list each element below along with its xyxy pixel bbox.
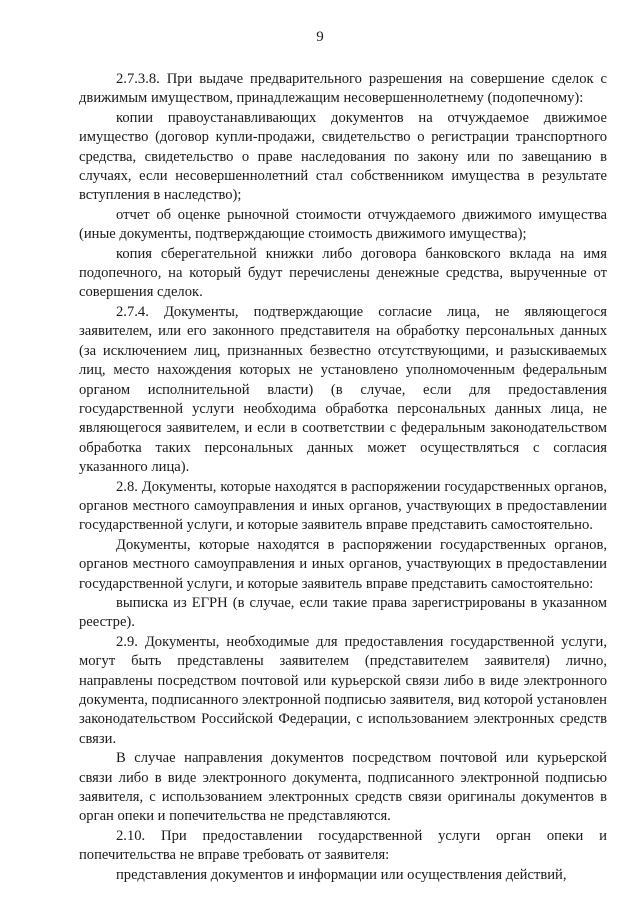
paragraph-title-documents-copies: копии правоустанавливающих документов на отчуждаемое движимое имущество (договор купли-продажи, свидетельство о регистрации транспортного средства, свидетельство о праве наследования по закону или по завещанию в случаях, если несовершеннолетний стал собственником имущества в результате вступления в наследство); xyxy=(79,109,607,204)
paragraph-2-10: 2.10. При предоставлении государственной услуги орган опеки и попечительства не вправе требовать от заявителя: xyxy=(79,827,607,864)
paragraph-2-7-3-8: 2.7.3.8. При выдаче предварительного разрешения на совершение сделок с движимым имуществом, принадлежащим несовершеннолетнему (подопечному): xyxy=(79,71,607,107)
paragraph-documents-in-possession: Документы, которые находятся в распоряжении государственных органов, органов местного самоуправления и иных органов, участвующих в предоставлении государственной услуги, и которые заявитель вправе представить самостоятельно: xyxy=(79,536,607,592)
paragraph-savings-book-copy: копия сберегательной книжки либо договора банковского вклада на имя подопечного, на который будут перечислены денежные средства, вырученные от совершения сделок. xyxy=(79,245,607,301)
paragraph-2-8: 2.8. Документы, которые находятся в распоряжении государственных органов, органов местного самоуправления и иных органов, участвующих в предоставлении государственной услуги, и которые заявитель вправе представить самостоятельно. xyxy=(79,478,607,534)
paragraph-2-7-4: 2.7.4. Документы, подтверждающие согласие лица, не являющегося заявителем, или его законного представителя на обработку персональных данных (за исключением лиц, признанных безвестно отсутствующими, и разыскиваемых лиц, место нахождения которых не установлено уполномоченным федеральным органом исполнительной власти) (в случае, если для предоставления государственной услуги необходима обработка персональных данных лица, не являющегося заявителем, и если в соответствии с федеральным законодательством обработка таких персональных данных может осуществляться с согласия указанного лица). xyxy=(79,303,607,476)
page-number: 9 xyxy=(316,29,324,45)
paragraph-2-9: 2.9. Документы, необходимые для предоставления государственной услуги, могут быть представлены заявителем (представителем заявителя) лично, направлены посредством почтовой или курьерской связи либо в виде электронного документа, подписанного электронной подписью заявителя, вид которой установлен законодательством Российской Федерации, с использованием электронных средств связи. xyxy=(79,633,607,747)
paragraph-valuation-report: отчет об оценке рыночной стоимости отчуждаемого движимого имущества (иные документы, подтверждающие стоимость движимого имущества); xyxy=(79,206,607,243)
document-body xyxy=(79,70,607,885)
paragraph-requirements-start: представления документов и информации или осуществления действий, xyxy=(116,866,567,883)
paragraph-postal-delivery: В случае направления документов посредством почтовой или курьерской связи либо в виде электронного документа, подписанного электронной подписью заявителя, с использованием электронных средств связи оригиналы документов в орган опеки и попечительства не представляются. xyxy=(79,750,607,825)
paragraph-egrn-extract: выписка из ЕГРН (в случае, если такие права зарегистрированы в указанном реестре). xyxy=(79,594,607,631)
